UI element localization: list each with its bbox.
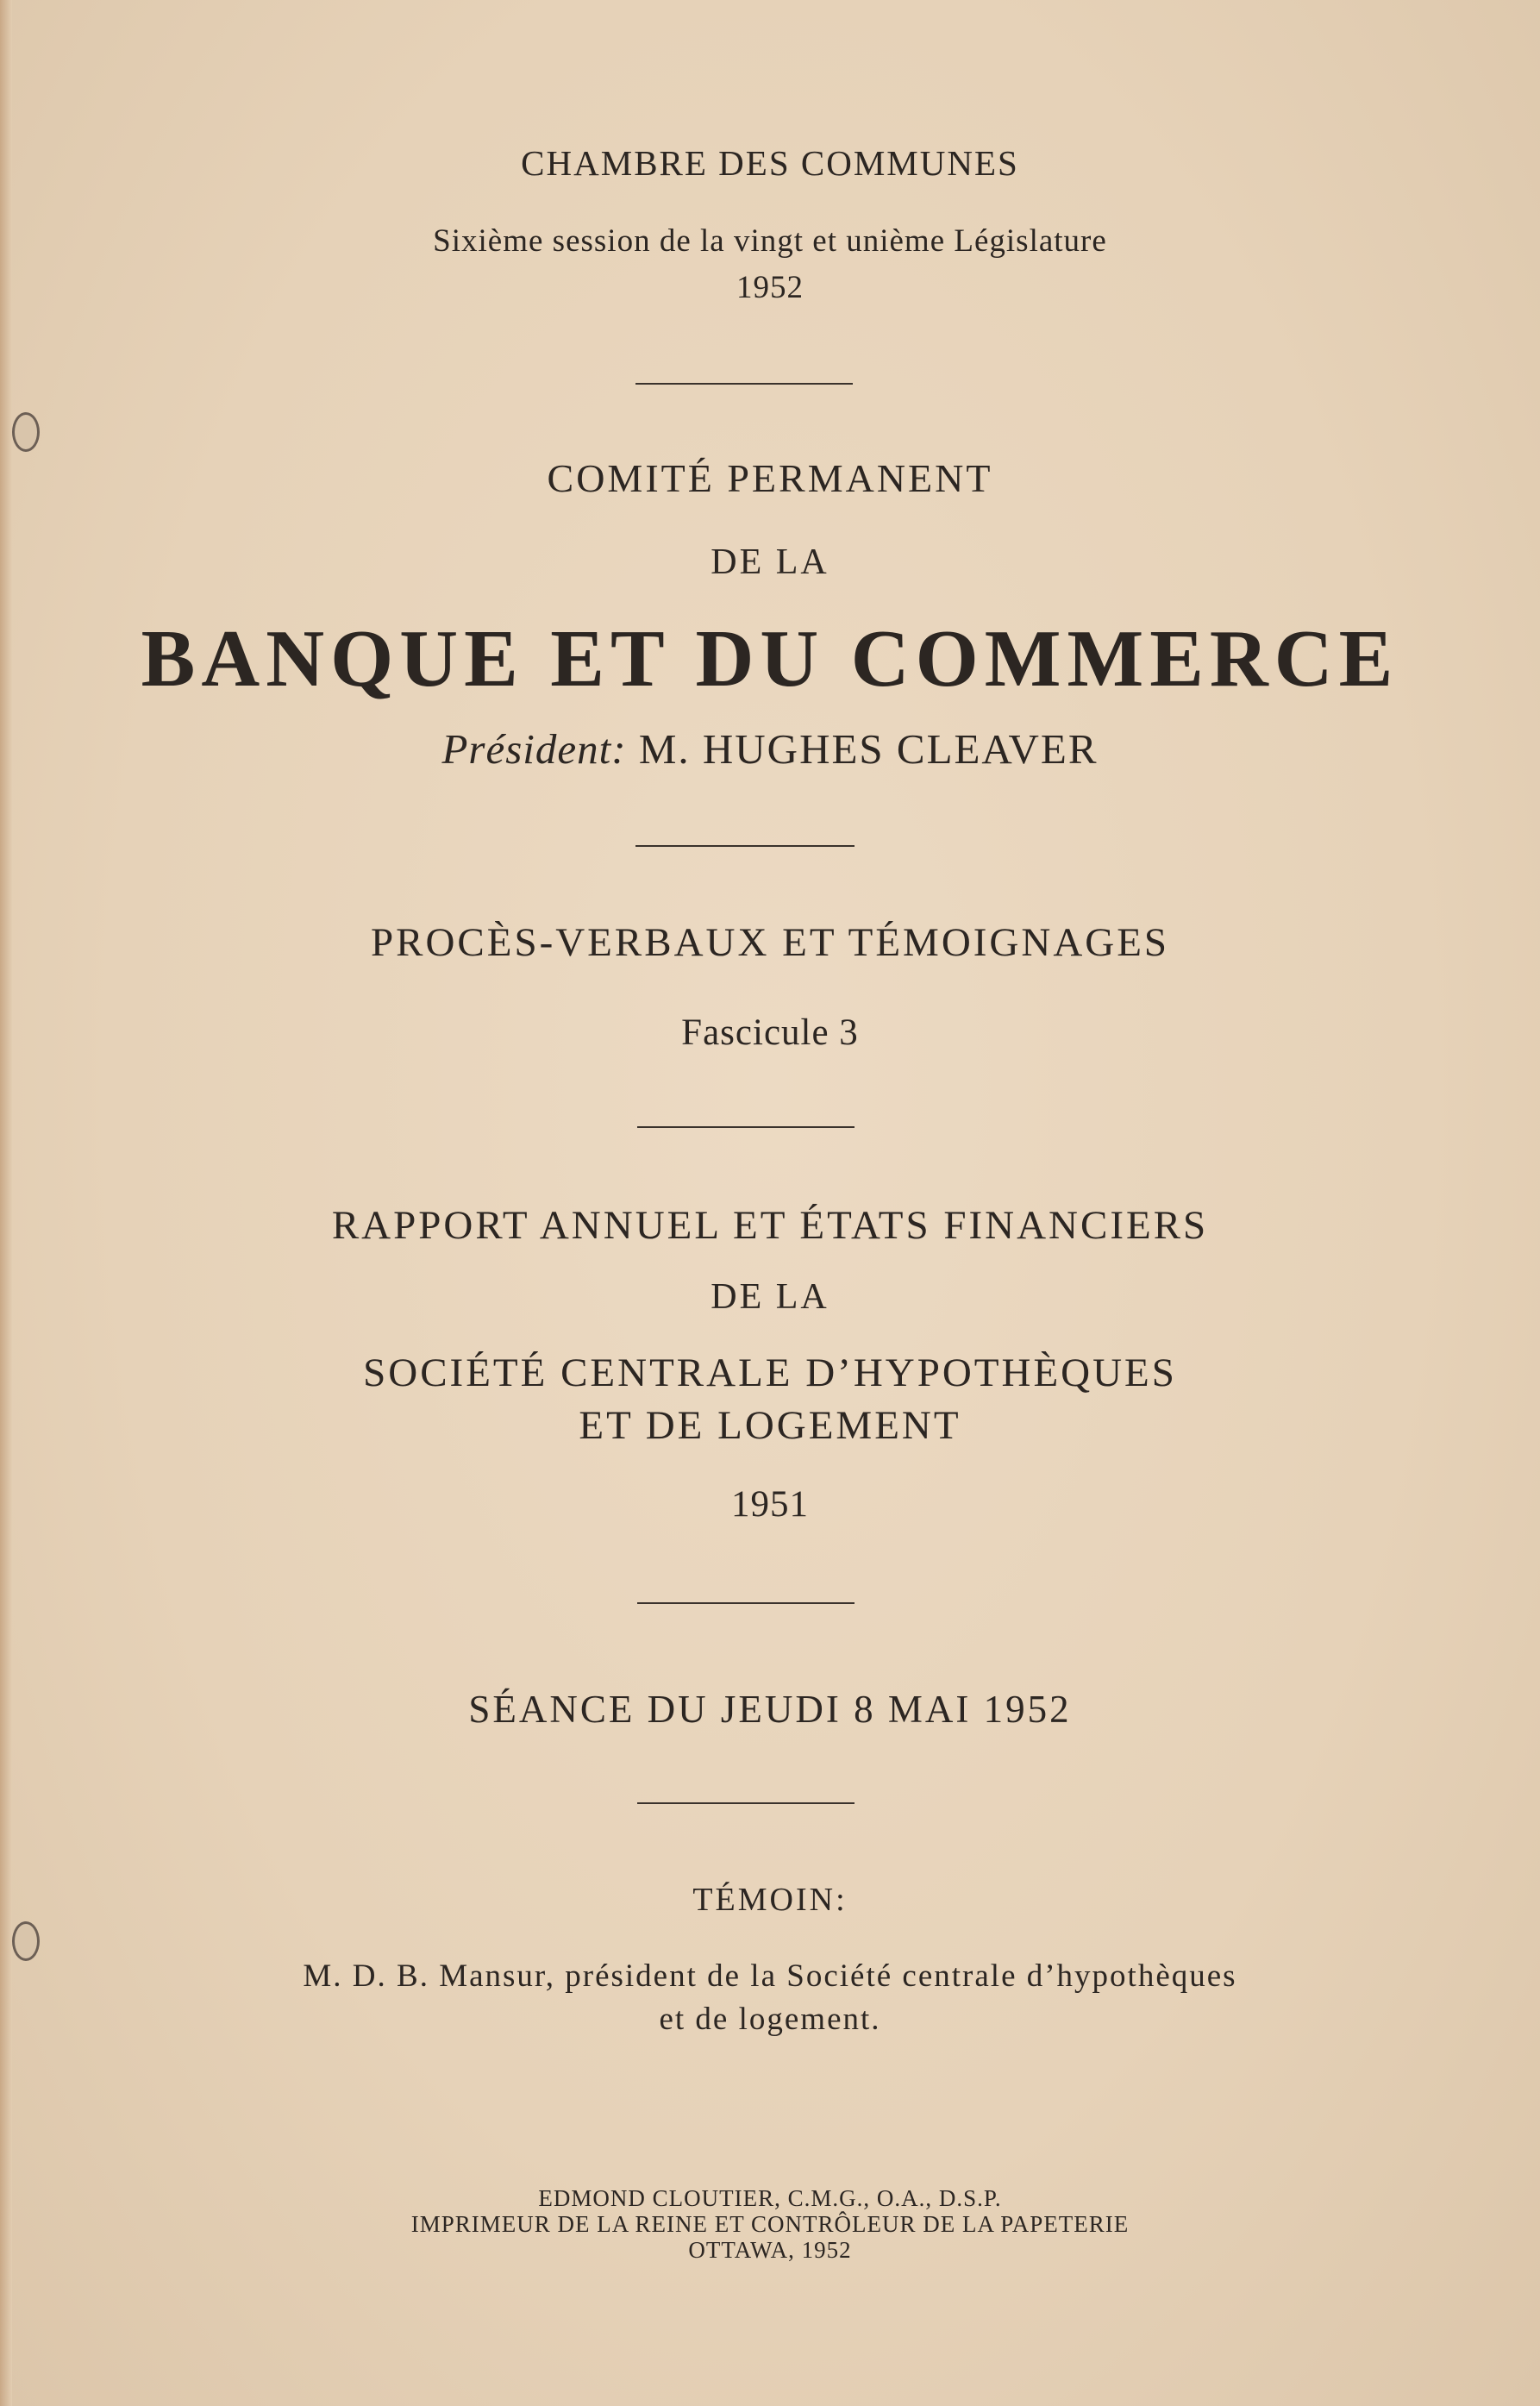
printer-line-1: EDMOND CLOUTIER, C.M.G., O.A., D.S.P. — [538, 2185, 1002, 2211]
printer-line-2: IMPRIMEUR DE LA REINE ET CONTRÔLEUR DE LA PAPETERIE — [410, 2211, 1130, 2237]
binding-hole-top — [12, 412, 40, 452]
witness-label: TÉMOIN: — [692, 1882, 848, 1918]
president-label: Président: — [441, 725, 627, 773]
witness-line-1: M. D. B. Mansur, président de la Société centrale d’hypothèques — [303, 1958, 1237, 1994]
witness-line-2: et de logement. — [659, 2002, 881, 2037]
committee-president — [0, 724, 1540, 774]
committee-line-1: COMITÉ PERMANENT — [547, 456, 993, 500]
committee-line-2: DE LA — [711, 542, 829, 582]
divider-5 — [637, 1802, 855, 1804]
divider-2 — [635, 845, 855, 847]
proceedings-title: PROCÈS-VERBAUX ET TÉMOIGNAGES — [370, 920, 1170, 965]
session-line: Sixième session de la vingt et unième Législature — [433, 223, 1107, 259]
binding-hole-bottom — [12, 1921, 40, 1961]
divider-4 — [637, 1602, 855, 1604]
report-line-4: ET DE LOGEMENT — [579, 1403, 961, 1448]
fascicule-number: Fascicule 3 — [681, 1012, 859, 1053]
president-name: M. HUGHES CLEAVER — [638, 725, 1099, 773]
report-year: 1951 — [731, 1484, 809, 1525]
report-line-1: RAPPORT ANNUEL ET ÉTATS FINANCIERS — [331, 1203, 1209, 1248]
chamber-title: CHAMBRE DES COMMUNES — [521, 143, 1019, 183]
divider-3 — [637, 1126, 855, 1128]
committee-title: BANQUE ET DU COMMERCE — [141, 614, 1399, 704]
divider-1 — [635, 383, 853, 385]
report-line-2: DE LA — [711, 1277, 829, 1317]
printer-line-3: OTTAWA, 1952 — [688, 2237, 852, 2263]
report-line-3: SOCIÉTÉ CENTRALE D’HYPOTHÈQUES — [363, 1350, 1177, 1395]
sitting-title: SÉANCE DU JEUDI 8 MAI 1952 — [468, 1688, 1072, 1731]
session-year: 1952 — [736, 270, 804, 305]
